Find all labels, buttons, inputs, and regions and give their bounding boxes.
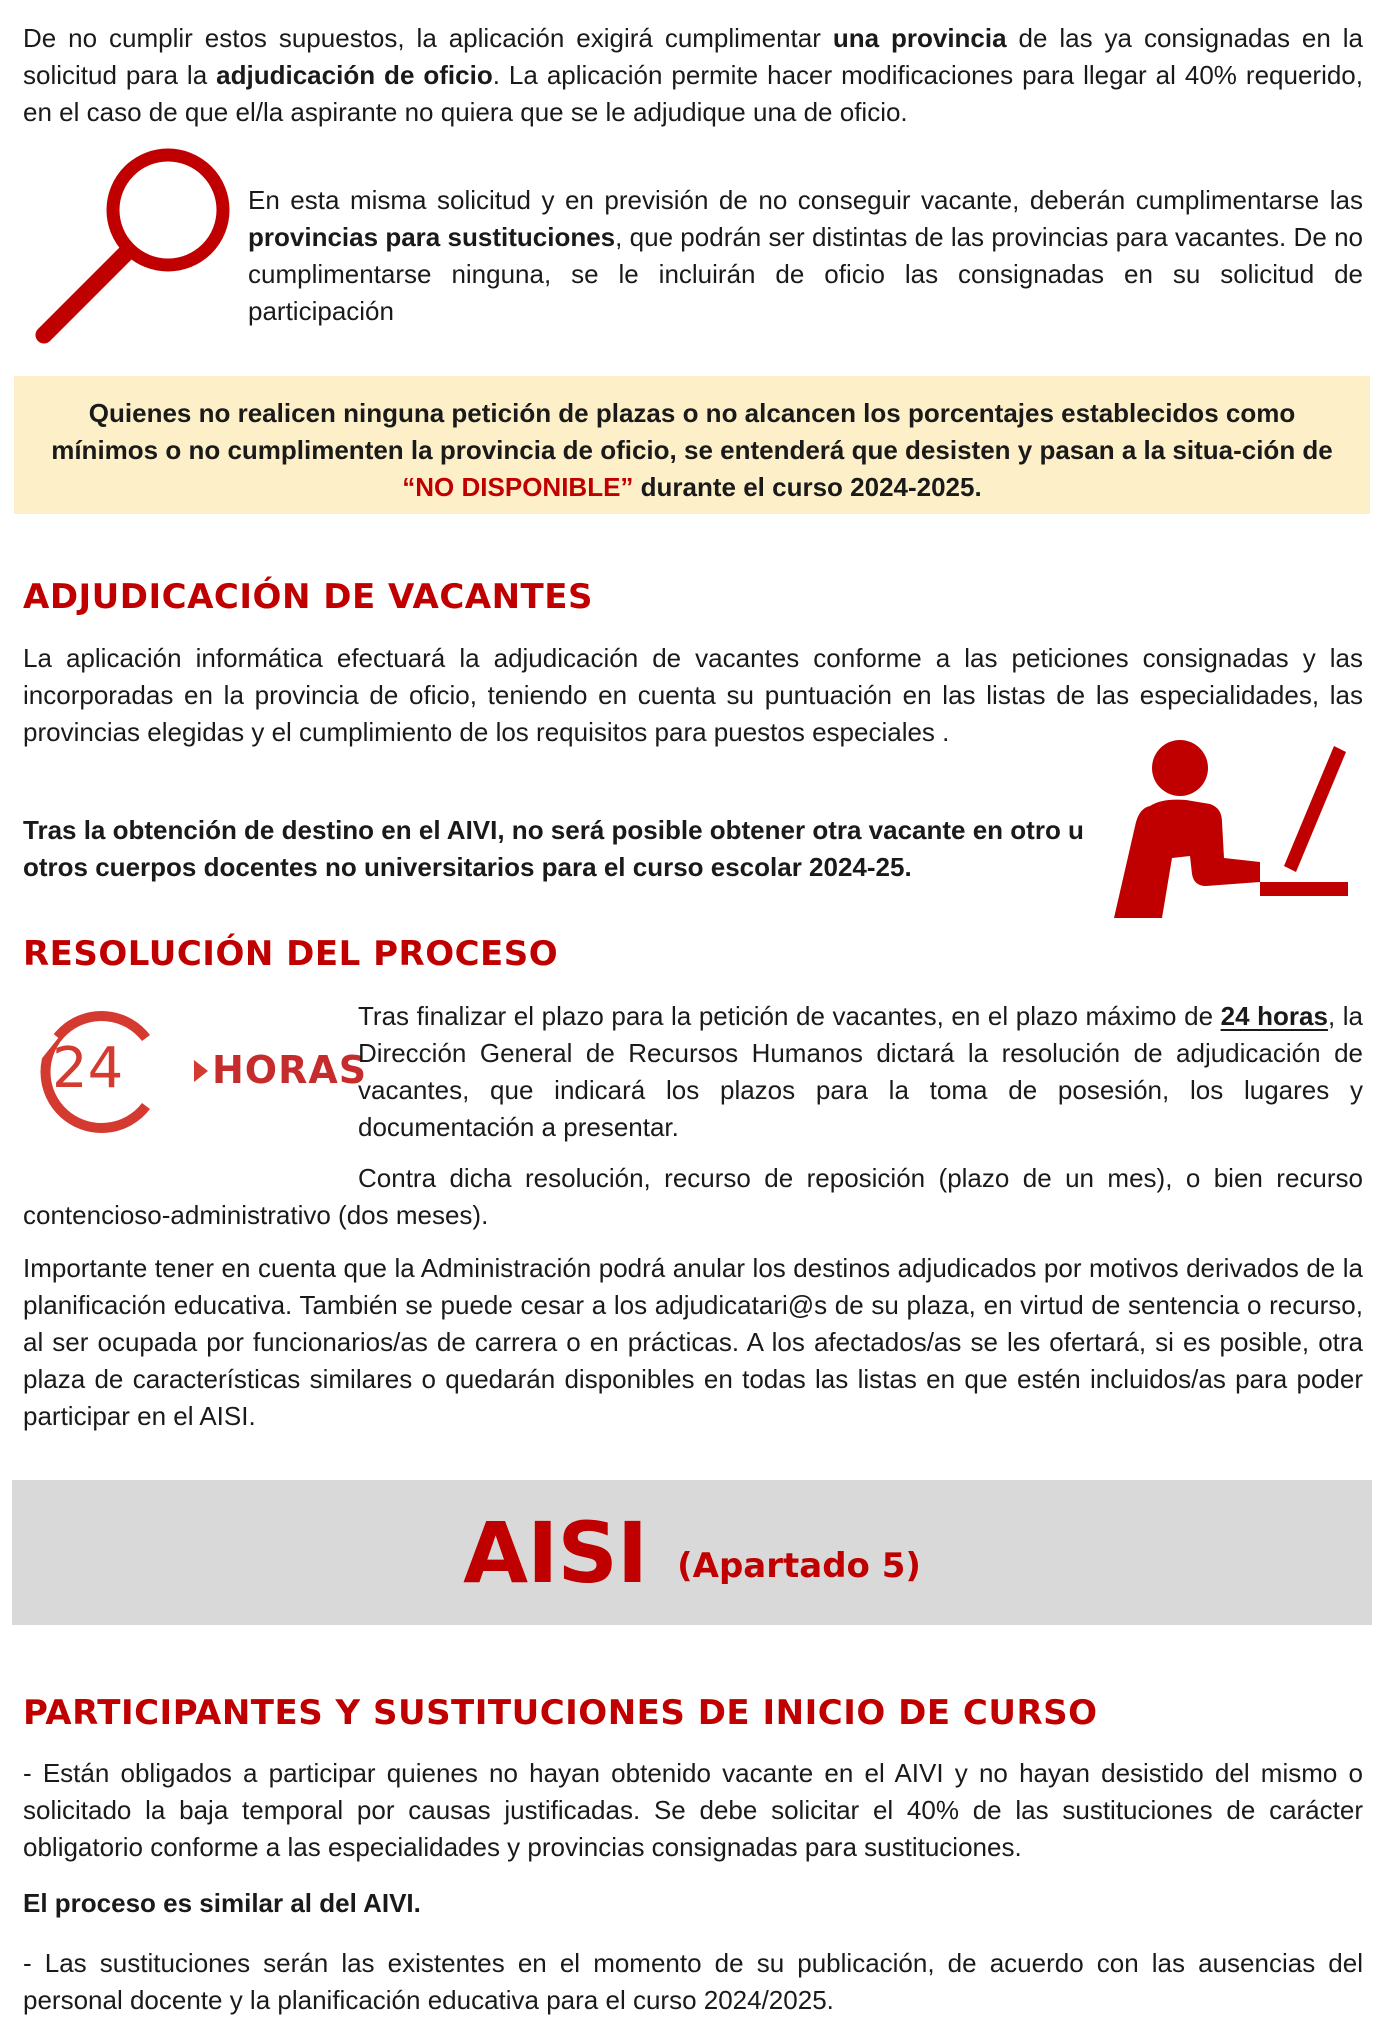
chevron-right-icon bbox=[194, 1060, 208, 1082]
no-disponible-notice: Quienes no realicen ninguna petición de plazas o no alcancen los porcentajes establecidos como mínimos o no cumplimenten la provincia de oficio, se entenderá que desisten y pasan a la situa-ción de “NO DISPONIBLE” durante el curso 2024-2025. bbox=[14, 376, 1370, 514]
resolucion-paragraph-1: Tras finalizar el plazo para la petición de vacantes, en el plazo máximo de 24 horas, la Dirección General de Recursos Humanos dictará la resolución de adjudicación de vacantes, que indicará los plazos para la toma de posesión, los lugares y documentación a presentar. bbox=[358, 1001, 1363, 1142]
intro-paragraph: De no cumplir estos supuestos, la aplicación exigirá cumplimentar una provincia de las ya consignadas en la solicitud para la adjudicación de oficio. La aplicación permite hacer modificaciones para llegar al 40% requerido, en el caso de que el/la aspirante no quiera que se le adjudique una de oficio. bbox=[23, 23, 1363, 127]
resolucion-paragraph-3: Importante tener en cuenta que la Administración podrá anular los destinos adjudicados por motivos derivados de la planificación educativa. También se puede cesar a los adjudicatari@s de su plaza, en virtud de sentencia o recurso, al ser ocupada por funcionarios/as de carrera o en prácticas. A los afectados/as se les ofertará, si es posible, otra plaza de características similares o quedarán disponibles en todas las listas en que estén incluidos/as para poder participar en el AISI. bbox=[23, 1253, 1363, 1431]
aisi-title: AISI bbox=[463, 1503, 648, 1602]
person-at-computer-icon bbox=[1110, 738, 1350, 918]
resolucion-paragraph-2: Contra dicha resolución, recurso de reposición (plazo de un mes), o bien recurso contencioso-administrativo (dos meses). bbox=[23, 1163, 1363, 1230]
magnifier-icon bbox=[30, 145, 235, 345]
participantes-heading: PARTICIPANTES Y SUSTITUCIONES DE INICIO DE CURSO bbox=[23, 1693, 1098, 1733]
aisi-banner bbox=[12, 1480, 1372, 1625]
adjudicacion-warning: Tras la obtención de destino en el AIVI, no será posible obtener otra vacante en otro u otros cuerpos docentes no universitarios para el curso escolar 2024-25. bbox=[23, 815, 1084, 882]
substitutions-note: En esta misma solicitud y en previsión de no conseguir vacante, deberán cumplimentarse las provincias para sustituciones, que podrán ser distintas de las provincias para vacantes. De no cumplimentarse ninguna, se le incluirán de oficio las consignadas en su solicitud de participación bbox=[248, 185, 1363, 326]
resolucion-heading: RESOLUCIÓN DEL PROCESO bbox=[23, 934, 559, 974]
24-hours-number: 24 bbox=[52, 1036, 124, 1101]
aisi-subtitle: (Apartado 5) bbox=[677, 1545, 921, 1586]
adjudicacion-heading: ADJUDICACIÓN DE VACANTES bbox=[23, 577, 593, 617]
24-hours-icon bbox=[26, 1008, 368, 1138]
participantes-paragraph-3: - Las sustituciones serán las existentes en el momento de su publicación, de acuerdo con las ausencias del personal docente y la planificación educativa para el curso 2024/2025. bbox=[23, 1948, 1363, 2015]
adjudicacion-paragraph: La aplicación informática efectuará la adjudicación de vacantes conforme a las peticiones consignadas y las incorporadas en la provincia de oficio, teniendo en cuenta su puntuación en las listas de las especialidades, las provincias elegidas y el cumplimiento de los requisitos para puestos especiales . bbox=[23, 643, 1363, 747]
participantes-paragraph-1: - Están obligados a participar quienes no hayan obtenido vacante en el AIVI y no hayan desistido del mismo o solicitado la baja temporal por causas justificadas. Se debe solicitar el 40% de las sustituciones de carácter obligatorio conforme a las especialidades y provincias consignadas para sustituciones. bbox=[23, 1758, 1363, 1862]
participantes-paragraph-2: El proceso es similar al del AIVI. bbox=[23, 1888, 421, 1918]
24-hours-label: HORAS bbox=[212, 1048, 368, 1092]
